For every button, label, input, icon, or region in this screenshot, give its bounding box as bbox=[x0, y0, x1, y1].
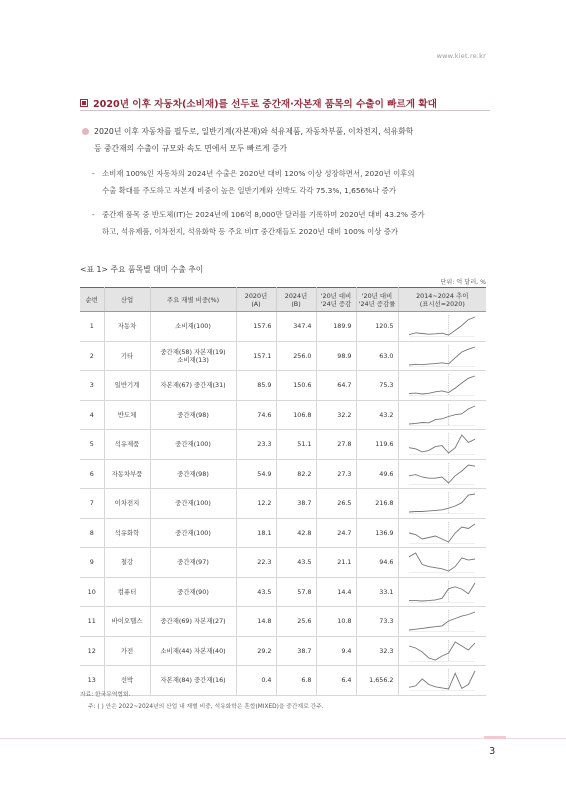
header-rate bbox=[356, 288, 398, 312]
cell-share-line-1: 중간재(90) bbox=[177, 587, 209, 596]
sparkline-series bbox=[409, 317, 475, 335]
header-industry: 산업 bbox=[104, 288, 150, 312]
cell-rate: 1,656.2 bbox=[356, 666, 398, 696]
headline-text: 2020년 이후 자동차(소비재)를 선두로 중간재·자본재 품목의 수출이 빠르게 확대 bbox=[93, 99, 437, 110]
cell-rank: 9 bbox=[80, 548, 104, 578]
cell-diff: 64.7 bbox=[316, 371, 356, 401]
cell-diff: 24.7 bbox=[316, 518, 356, 548]
cell-rank: 7 bbox=[80, 489, 104, 519]
sparkline-series bbox=[409, 612, 475, 630]
section-headline bbox=[80, 96, 490, 110]
header-2020-line-1: 2020년 bbox=[244, 291, 268, 300]
cell-trend bbox=[398, 400, 486, 430]
cell-share-line-1: 자본재(67) 중간재(31) bbox=[160, 381, 226, 390]
cell-share-line-1: 중간재(98) bbox=[177, 469, 209, 478]
site-url: www.kiet.re.kr bbox=[436, 52, 486, 60]
cell-rank: 3 bbox=[80, 371, 104, 401]
cell-share-line-1: 소비재(100) bbox=[175, 322, 211, 331]
cell-diff: 10.8 bbox=[316, 607, 356, 637]
cell-share bbox=[150, 666, 236, 696]
table-row bbox=[80, 607, 486, 637]
cell-share bbox=[150, 577, 236, 607]
cell-rate: 49.6 bbox=[356, 459, 398, 489]
circle-bullet-icon bbox=[82, 128, 89, 135]
cell-rank: 6 bbox=[80, 459, 104, 489]
table-title: <표 1> 주요 품목별 대미 수출 추이 bbox=[80, 265, 204, 274]
cell-diff: 9.4 bbox=[316, 636, 356, 666]
cell-share bbox=[150, 371, 236, 401]
sub-bullet-1-line-1: 소비재 100%인 자동차의 2024년 수출은 2020년 대비 120% 이상 성장하면서, 2020년 이후의 bbox=[102, 169, 415, 178]
trend-sparkline bbox=[406, 432, 478, 456]
footer-rule bbox=[0, 738, 566, 739]
header-rate-line-2: '24년 증감률 bbox=[358, 299, 396, 308]
cell-trend bbox=[398, 636, 486, 666]
sparkline-series bbox=[409, 435, 475, 453]
header-trend-line-1: 2014~2024 추이 bbox=[416, 291, 469, 300]
cell-2024: 38.7 bbox=[276, 636, 316, 666]
cell-industry: 기타 bbox=[104, 341, 150, 371]
cell-share-line-1: 중간재(100) bbox=[175, 499, 211, 508]
trend-sparkline bbox=[406, 580, 478, 604]
cell-rank: 12 bbox=[80, 636, 104, 666]
trend-sparkline bbox=[406, 668, 478, 692]
footnote: 주: ( ) 안은 2022~2024년의 산업 내 재별 비중, 석유화학은 혼합(MIXED)을 중간재로 간주. bbox=[88, 704, 324, 710]
trend-sparkline bbox=[406, 550, 478, 574]
table-row bbox=[80, 548, 486, 578]
cell-industry: 이차전지 bbox=[104, 489, 150, 519]
cell-industry: 일반기계 bbox=[104, 371, 150, 401]
cell-2024: 42.8 bbox=[276, 518, 316, 548]
page-number: 3 bbox=[489, 746, 496, 757]
cell-diff: 189.9 bbox=[316, 312, 356, 342]
header-2024 bbox=[276, 288, 316, 312]
cell-industry: 석유제품 bbox=[104, 430, 150, 460]
dash-icon: - bbox=[92, 169, 95, 178]
cell-trend bbox=[398, 666, 486, 696]
cell-share bbox=[150, 548, 236, 578]
cell-rate: 75.3 bbox=[356, 371, 398, 401]
cell-2024: 43.5 bbox=[276, 548, 316, 578]
cell-trend bbox=[398, 607, 486, 637]
cell-trend bbox=[398, 341, 486, 371]
cell-2020: 43.5 bbox=[236, 577, 276, 607]
cell-trend bbox=[398, 577, 486, 607]
cell-2020: 23.3 bbox=[236, 430, 276, 460]
cell-diff: 6.4 bbox=[316, 666, 356, 696]
sparkline-series bbox=[409, 671, 475, 689]
cell-2020: 157.1 bbox=[236, 341, 276, 371]
sparkline-series bbox=[409, 406, 475, 424]
cell-rate: 73.3 bbox=[356, 607, 398, 637]
sub-bullet-2-line-1: 중간재 품목 중 반도체(IT)는 2024년에 106억 8,000만 달러를 기록하며 2020년 대비 43.2% 증가 bbox=[102, 210, 425, 219]
header-rank: 순번 bbox=[80, 288, 104, 312]
sub-bullet-1-line-2: 수출 확대를 주도하고 자본재 비중이 높은 일반기계와 선박도 각각 75.3%, 1,656%나 증가 bbox=[102, 186, 397, 195]
trend-sparkline bbox=[406, 639, 478, 663]
cell-2024: 38.7 bbox=[276, 489, 316, 519]
cell-share-line-2: 소비재(13) bbox=[177, 355, 209, 364]
cell-share bbox=[150, 400, 236, 430]
sparkline-series bbox=[409, 553, 475, 571]
cell-share bbox=[150, 341, 236, 371]
cell-share-line-1: 중간재(69) 자본재(27) bbox=[160, 617, 226, 626]
cell-industry: 바이오헬스 bbox=[104, 607, 150, 637]
cell-share bbox=[150, 430, 236, 460]
cell-rate: 216.8 bbox=[356, 489, 398, 519]
cell-trend bbox=[398, 548, 486, 578]
export-table bbox=[80, 287, 486, 696]
trend-sparkline bbox=[406, 373, 478, 397]
trend-sparkline bbox=[406, 403, 478, 427]
cell-diff: 27.8 bbox=[316, 430, 356, 460]
cell-share bbox=[150, 312, 236, 342]
cell-industry: 자동차부품 bbox=[104, 459, 150, 489]
cell-2020: 157.6 bbox=[236, 312, 276, 342]
table-row bbox=[80, 312, 486, 342]
main-bullet bbox=[82, 123, 492, 157]
cell-diff: 27.3 bbox=[316, 459, 356, 489]
cell-trend bbox=[398, 518, 486, 548]
footer-tab bbox=[484, 736, 506, 739]
header-share: 주요 재별 비중(%) bbox=[150, 288, 236, 312]
header-trend-line-2: (표시선=2020) bbox=[419, 299, 465, 308]
cell-2020: 54.9 bbox=[236, 459, 276, 489]
cell-diff: 21.1 bbox=[316, 548, 356, 578]
sparkline-series bbox=[409, 465, 475, 483]
cell-share bbox=[150, 489, 236, 519]
table-row bbox=[80, 459, 486, 489]
header-2020-line-2: (A) bbox=[251, 299, 261, 308]
square-bullet-icon bbox=[80, 99, 88, 107]
cell-share-line-1: 중간재(100) bbox=[175, 440, 211, 449]
header-diff bbox=[316, 288, 356, 312]
cell-2024: 106.8 bbox=[276, 400, 316, 430]
cell-2024: 82.2 bbox=[276, 459, 316, 489]
cell-trend bbox=[398, 371, 486, 401]
bullet-line-2: 등 중간재의 수출이 규모와 속도 면에서 모두 빠르게 증가 bbox=[94, 144, 288, 153]
sub-bullet-2 bbox=[92, 206, 492, 240]
cell-industry: 자동차 bbox=[104, 312, 150, 342]
cell-rate: 94.6 bbox=[356, 548, 398, 578]
cell-2020: 22.3 bbox=[236, 548, 276, 578]
cell-industry: 철강 bbox=[104, 548, 150, 578]
cell-share bbox=[150, 518, 236, 548]
cell-rate: 136.9 bbox=[356, 518, 398, 548]
cell-rank: 8 bbox=[80, 518, 104, 548]
cell-rank: 5 bbox=[80, 430, 104, 460]
cell-trend bbox=[398, 430, 486, 460]
cell-rank: 10 bbox=[80, 577, 104, 607]
cell-share bbox=[150, 607, 236, 637]
header-diff-line-1: '20년 대비 bbox=[320, 291, 352, 300]
cell-trend bbox=[398, 459, 486, 489]
header-2024-line-2: (B) bbox=[291, 299, 301, 308]
header-diff-line-2: '24년 증감 bbox=[320, 299, 352, 308]
headline-rule bbox=[80, 110, 490, 111]
table-header-row bbox=[80, 288, 486, 312]
header-trend bbox=[398, 288, 486, 312]
sparkline-series bbox=[409, 642, 475, 660]
cell-rank: 11 bbox=[80, 607, 104, 637]
table-unit: 단위: 억 달러, % bbox=[440, 279, 486, 286]
cell-2020: 0.4 bbox=[236, 666, 276, 696]
trend-sparkline bbox=[406, 521, 478, 545]
trend-sparkline bbox=[406, 344, 478, 368]
cell-2020: 29.2 bbox=[236, 636, 276, 666]
cell-diff: 26.5 bbox=[316, 489, 356, 519]
cell-2020: 14.8 bbox=[236, 607, 276, 637]
trend-sparkline bbox=[406, 609, 478, 633]
cell-trend bbox=[398, 312, 486, 342]
cell-diff: 14.4 bbox=[316, 577, 356, 607]
cell-2020: 18.1 bbox=[236, 518, 276, 548]
cell-industry: 가전 bbox=[104, 636, 150, 666]
cell-share-line-1: 자본재(84) 중간재(16) bbox=[160, 676, 226, 685]
table-row bbox=[80, 577, 486, 607]
dash-icon: - bbox=[92, 210, 95, 219]
cell-rate: 63.0 bbox=[356, 341, 398, 371]
cell-2024: 25.6 bbox=[276, 607, 316, 637]
bullet-line-1: 2020년 이후 자동차를 필두로, 일반기계(자본재)와 석유제품, 자동차부품, 이차전지, 석유화학 bbox=[94, 127, 414, 136]
table-row bbox=[80, 518, 486, 548]
cell-industry: 컴퓨터 bbox=[104, 577, 150, 607]
cell-2024: 347.4 bbox=[276, 312, 316, 342]
cell-industry: 선박 bbox=[104, 666, 150, 696]
table-row bbox=[80, 666, 486, 696]
cell-rate: 120.5 bbox=[356, 312, 398, 342]
table-row bbox=[80, 430, 486, 460]
cell-2020: 85.9 bbox=[236, 371, 276, 401]
cell-industry: 석유화학 bbox=[104, 518, 150, 548]
table-row bbox=[80, 371, 486, 401]
cell-rank: 13 bbox=[80, 666, 104, 696]
header-rate-line-1: '20년 대비 bbox=[361, 291, 393, 300]
sparkline-series bbox=[409, 376, 475, 394]
cell-share-line-1: 소비재(44) 자본재(40) bbox=[160, 646, 226, 655]
cell-share-line-1: 중간재(100) bbox=[175, 528, 211, 537]
trend-sparkline bbox=[406, 314, 478, 338]
table-row bbox=[80, 489, 486, 519]
cell-share-line-1: 중간재(98) bbox=[177, 410, 209, 419]
trend-sparkline bbox=[406, 462, 478, 486]
header-2024-line-1: 2024년 bbox=[284, 291, 308, 300]
cell-rank: 1 bbox=[80, 312, 104, 342]
table-row bbox=[80, 636, 486, 666]
sparkline-series bbox=[409, 494, 475, 512]
cell-rate: 119.6 bbox=[356, 430, 398, 460]
cell-2024: 256.0 bbox=[276, 341, 316, 371]
cell-share bbox=[150, 459, 236, 489]
cell-rank: 4 bbox=[80, 400, 104, 430]
cell-2024: 57.8 bbox=[276, 577, 316, 607]
cell-trend bbox=[398, 489, 486, 519]
cell-rate: 33.1 bbox=[356, 577, 398, 607]
cell-rank: 2 bbox=[80, 341, 104, 371]
trend-sparkline bbox=[406, 491, 478, 515]
cell-share-line-1: 중간재(58) 자본재(19) bbox=[160, 347, 226, 356]
cell-2024: 6.8 bbox=[276, 666, 316, 696]
sub-bullet-1 bbox=[92, 165, 492, 199]
cell-industry: 반도체 bbox=[104, 400, 150, 430]
cell-2024: 51.1 bbox=[276, 430, 316, 460]
sparkline-series bbox=[409, 347, 475, 365]
table-row bbox=[80, 400, 486, 430]
cell-2020: 12.2 bbox=[236, 489, 276, 519]
table-body bbox=[80, 312, 486, 696]
cell-rate: 43.2 bbox=[356, 400, 398, 430]
sparkline-series bbox=[409, 583, 475, 601]
cell-rate: 32.3 bbox=[356, 636, 398, 666]
cell-share bbox=[150, 636, 236, 666]
cell-diff: 32.2 bbox=[316, 400, 356, 430]
cell-share-line-1: 중간재(97) bbox=[177, 558, 209, 567]
cell-2024: 150.6 bbox=[276, 371, 316, 401]
source-note: 자료: 한국무역협회. bbox=[80, 692, 131, 698]
cell-diff: 98.9 bbox=[316, 341, 356, 371]
sparkline-series bbox=[409, 524, 475, 542]
table-row bbox=[80, 341, 486, 371]
sub-bullet-2-line-2: 하고, 석유제품, 이차전지, 석유화학 등 주요 비IT 중간재들도 2020년 대비 100% 이상 증가 bbox=[102, 227, 399, 236]
header-2020 bbox=[236, 288, 276, 312]
cell-2020: 74.6 bbox=[236, 400, 276, 430]
